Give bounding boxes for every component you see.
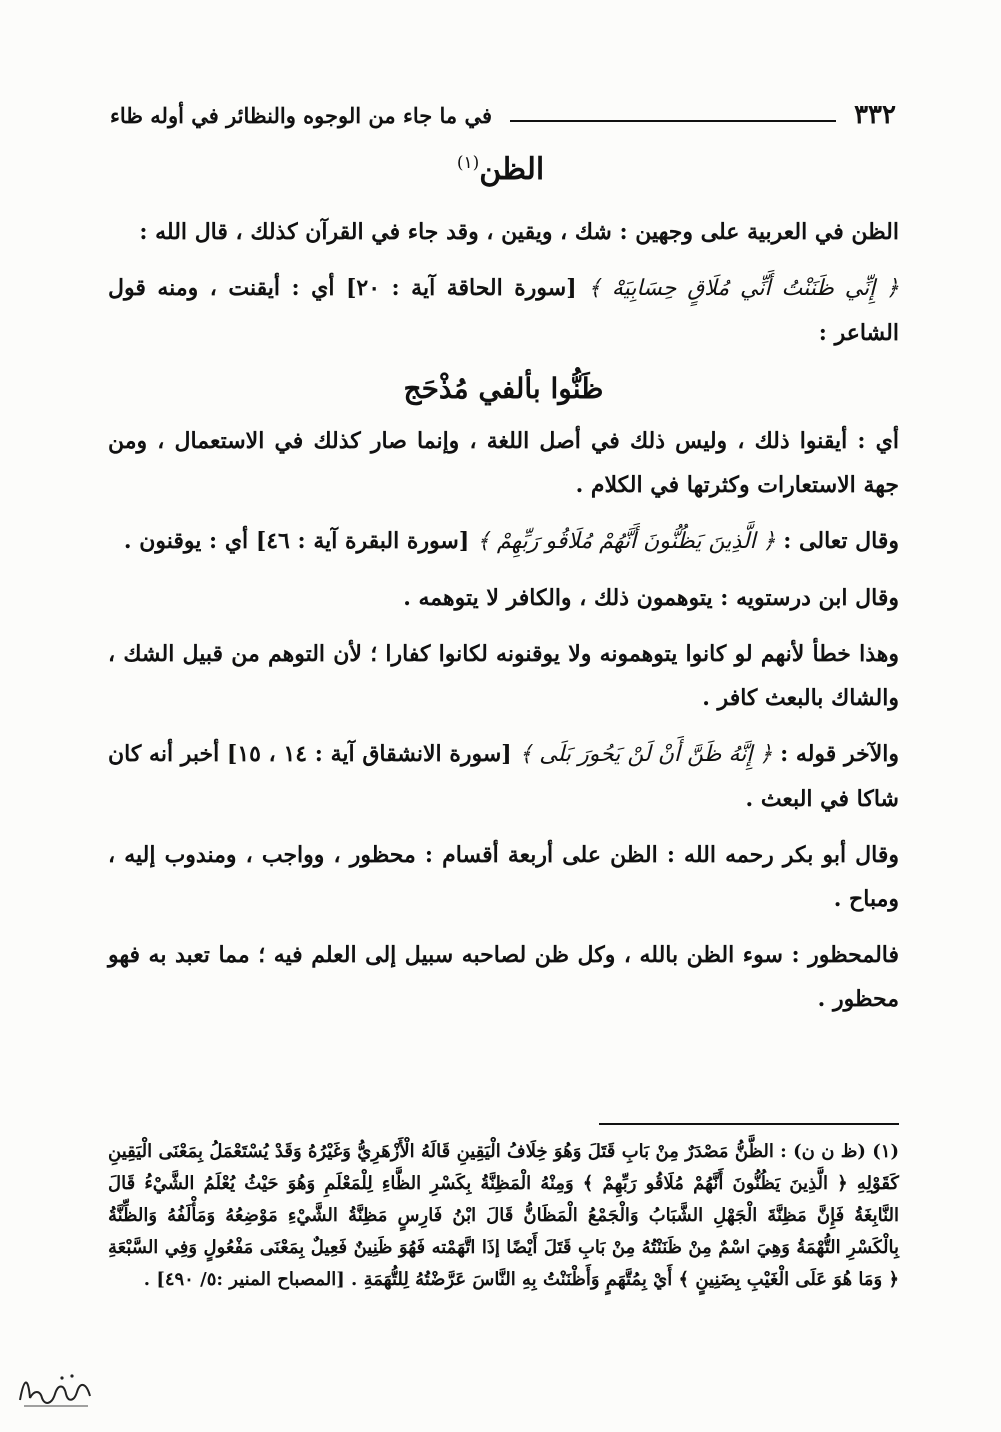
paragraph-8: وقال أبو بكر رحمه الله : الظن على أربعة أقسام : محظور ، وواجب ، ومندوب إليه ، ومباح .	[108, 842, 899, 912]
poetry-verse: ظَنُّوا بألفي مُذْحَج	[403, 372, 604, 405]
paragraph-7-end: [سورة الانشقاق آية : ١٤ ، ١٥] أخبر أنه كان شاكا في البعث .	[108, 741, 899, 812]
paragraph-2-rest: [سورة الحاقة آية : ٢٠] أي : أيقنت ، ومنه قول الشاعر :	[108, 275, 899, 346]
paragraph-7	[108, 732, 899, 821]
quran-quote: ﴿ الَّذِينَ يَظُنُّونَ أَنَّهُمْ مُلَاقُو رَبِّهِمْ ﴾	[476, 529, 776, 554]
footnote-marker: (١)	[456, 153, 480, 173]
watermark-logo	[14, 1366, 96, 1416]
paragraph-6: وهذا خطأ لأنهم لو كانوا يتوهمونه ولا يوقنونه لكانوا كفارا ؛ لأن التوهم من قبيل الشك ، والشاك بالبعث كافر .	[108, 641, 899, 711]
paragraph-4-start: وقال تعالى :	[775, 528, 899, 554]
footnote	[108, 1136, 899, 1296]
quran-quote: ﴿ إِنَّهُ ظَنَّ أَنْ لَنْ يَحُورَ بَلَى ﴾	[519, 742, 773, 767]
quran-quote: ﴿ إِنِّي ظَنَنْتُ أَنِّي مُلَاقٍ حِسَابِيَهْ ﴾	[588, 276, 900, 301]
page-number: ٣٣٢	[854, 100, 896, 130]
entry-title-text: الظن	[479, 152, 545, 187]
entry-title	[0, 152, 1001, 187]
paragraph-5: وقال ابن درستويه : يتوهمون ذلك ، والكافر لا يتوهمه .	[403, 585, 899, 611]
page-header	[110, 98, 896, 132]
header-rule	[510, 120, 836, 122]
paragraph-4-end: [سورة البقرة آية : ٤٦] أي : يوقنون .	[123, 528, 477, 554]
paragraph-2	[108, 266, 899, 355]
running-title: في ما جاء من الوجوه والنظائر في أوله ظاء	[110, 102, 493, 128]
paragraph-3: أي : أيقنوا ذلك ، وليس ذلك في أصل اللغة ، وإنما صار كذلك في الاستعمال ، ومن جهة الاستعارات وكثرتها في الكلام .	[108, 428, 899, 498]
footnote-text: (١) (ظ ن ن) : الظَّنُّ مَصْدَرٌ مِنْ بَابِ قَتَلَ وَهُوَ خِلَافُ الْيَقِينِ قَالَهُ الْأَزْهَرِيُّ وَغَيْرُهُ وَقَدْ يُسْتَعْمَلُ بِمَعْنَى الْيَقِينِ كَقَوْلِهِ ﴿ الَّذِينَ يَظُنُّونَ أَنَّهُمْ مُلَاقُو رَبِّهِمْ ﴾ وَمِنْهُ الْمَظِنَّةُ بِكَسْرِ الظَّاءِ لِلْمَعْلَمِ وَهُوَ حَيْثُ يُعْلَمُ الشَّيْءُ قَالَ النَّابِغَةُ فَإِنَّ مَظِنَّةَ الْجَهْلِ الشَّبَابُ وَالْجَمْعُ الْمَظَانُّ قَالَ ابْنُ فَارِسٍ مَظِنَّةُ الشَّيْءِ مَوْضِعُهُ وَمَأْلَفُهُ وَالظِّنَّةُ بِالْكَسْرِ التُّهْمَةُ وَهِيَ اسْمٌ مِنْ ظَنَنْتُهُ مِنْ بَابِ قَتَلَ أَيْضًا إذَا اتَّهَمْته فَهُوَ ظَنِينٌ فَعِيلٌ بِمَعْنَى مَفْعُولٍ وَفِي السَّبْعَةِ ﴿ وَمَا هُوَ عَلَى الْغَيْبِ بِضَنِينٍ ﴾ أَيْ بِمُتَّهَمٍ وَأَظْنَنْتُ بِهِ النَّاسَ عَرَّضْتُهُ لِلتُّهَمَةِ . [المصباح المنير :٥/ ٤٩٠] .	[108, 1141, 899, 1290]
body-text	[108, 210, 899, 1033]
paragraph-4	[108, 519, 899, 564]
paragraph-7-start: والآخر قوله :	[772, 741, 899, 767]
paragraph-9: فالمحظور : سوء الظن بالله ، وكل ظن لصاحبه سبيل إلى العلم فيه ؛ مما تعبد به فهو محظور .	[108, 942, 899, 1012]
paragraph-1: الظن في العربية على وجهين : شك ، ويقين ، وقد جاء في القرآن كذلك ، قال الله :	[139, 219, 899, 245]
footnote-divider	[599, 1123, 899, 1125]
